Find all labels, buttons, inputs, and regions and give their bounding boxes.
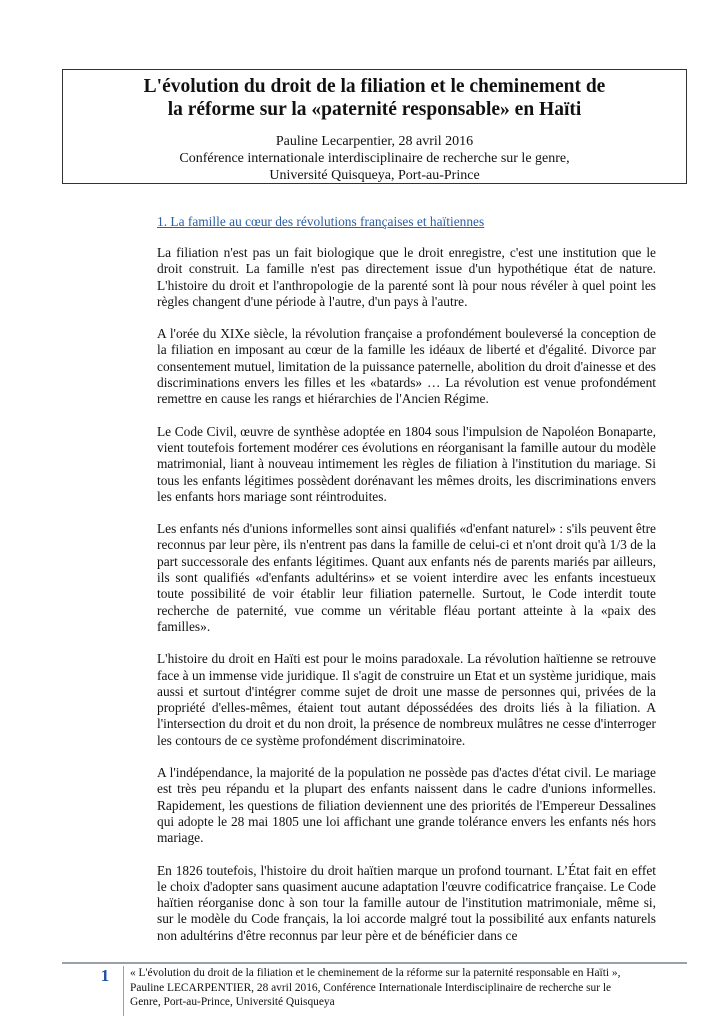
footer-divider: [62, 962, 687, 964]
paragraph: La filiation n'est pas un fait biologique que le droit enregistre, c'est une institution que le droit construit. La famille n'est pas directement issue d'un hypothétique état de nature. L'histoire du droit et l'anthropologie de la parenté sont là pour nous révéler à quel point les règles changent d'une période à l'autre, d'un pays à l'autre.: [157, 245, 656, 309]
footer-citation: [130, 966, 690, 1010]
paragraph: A l'indépendance, la majorité de la population ne possède pas d'actes d'état civil. Le mariage est très peu répandu et la plupart des enfants naissent dans le cadre d'unions informelles. Rapidement, les questions de filiation deviennent une des priorités de l'Empereur Dessalines qui adopte le 28 mai 1805 une loi affichant une grande tolérance envers les enfants nés hors mariage.: [157, 765, 656, 846]
footer-line-1: « L'évolution du droit de la filiation et le cheminement de la réforme sur la paternité responsable en Haïti »,: [130, 967, 621, 979]
page-number: 1: [100, 966, 110, 985]
footer-line-2: Pauline LECARPENTIER, 28 avril 2016, Conférence Internationale Interdisciplinaire de recherche sur le: [130, 981, 612, 994]
paragraph: En 1826 toutefois, l'histoire du droit haïtien marque un profond tournant. L’État fait en effet le choix d'adopter sans quasiment aucune adaptation l'œuvre codificatrice française. Le Code haïtien réorganise donc à son tour la famille autour de l'institution matrimoniale, même si, sur le modèle du Code français, la loi accorde malgré tout la possibilité aux enfants naturels non adultérins d'être reconnus par leur père et de bénéficier dans ce: [157, 862, 656, 943]
paragraph: Le Code Civil, œuvre de synthèse adoptée en 1804 sous l'impulsion de Napoléon Bonaparte, vient toutefois fortement modérer ces évolutions en réorganisant la famille autour du modèle matrimonial, liant à nouveau intimement les règles de filiation à l'institution du mariage. Si tous les enfants légitimes possèdent dorénavant les mêmes droits, les discriminations envers les enfants hors mariage sont réintroduites.: [157, 423, 656, 504]
document-body: [157, 214, 656, 944]
title-box: [62, 69, 687, 184]
conference-line-2: Université Quisqueya, Port-au-Prince: [269, 168, 480, 183]
section-heading-link[interactable]: 1. La famille au cœur des révolutions françaises et haïtiennes: [157, 214, 485, 229]
paragraph: L'histoire du droit en Haïti est pour le moins paradoxale. La révolution haïtienne se retrouve face à un immense vide juridique. Il s'agit de construire un Etat et un système juridique, mais aussi et surtout d'intégrer comme sujet de droit une masse de personnes qui, privées de la propriété d'elles-mêmes, étaient tout autant dépossédées des droits liés à la filiation. A l'intersection du droit et du non droit, la présence de nombreux mulâtres ne cesse d'interroger les contours de ce système profondément discriminatoire.: [157, 651, 656, 748]
conference-line-1: Conférence internationale interdisciplinaire de recherche sur le genre,: [179, 151, 570, 166]
paragraph: A l'orée du XIXe siècle, la révolution française a profondément bouleversé la conception de la filiation en imposant au cœur de la famille les idéaux de liberté et d'égalité. Divorce par consentement mutuel, limitation de la puissance paternelle, abolition du droit d'ainesse et des discriminations envers les filles et les «batards» … La révolution est venue profondément remettre en cause les rangs et hiérarchies de l'Ancien Régime.: [157, 326, 656, 407]
document-title: [63, 75, 686, 121]
footer-separator: [123, 966, 124, 1016]
page-footer: [62, 966, 687, 1016]
footer-line-3: Genre, Port-au-Prince, Université Quisqueya: [130, 996, 335, 1008]
document-meta: [63, 133, 686, 184]
title-line-1: L'évolution du droit de la filiation et le cheminement de: [143, 76, 606, 97]
title-line-2: la réforme sur la «paternité responsable» en Haïti: [167, 99, 582, 120]
paragraph: Les enfants nés d'unions informelles sont ainsi qualifiés «d'enfant naturel» : s'ils peuvent être reconnus par leur père, ils n'entrent pas dans la famille de celui-ci et n'ont droit qu'à 1/3 de la part successorale des enfants légitimes. Quant aux enfants nés de parents mariés par ailleurs, ils sont qualifiés «d'enfants adultérins» et se voient interdire avec les enfants incestueux toute possibilité de voir établir leur filiation paternelle. Surtout, le Code interdit toute recherche de paternité, vue comme un véritable fléau portant atteinte à la «paix des familles».: [157, 521, 656, 634]
author-date: Pauline Lecarpentier, 28 avril 2016: [275, 134, 474, 149]
